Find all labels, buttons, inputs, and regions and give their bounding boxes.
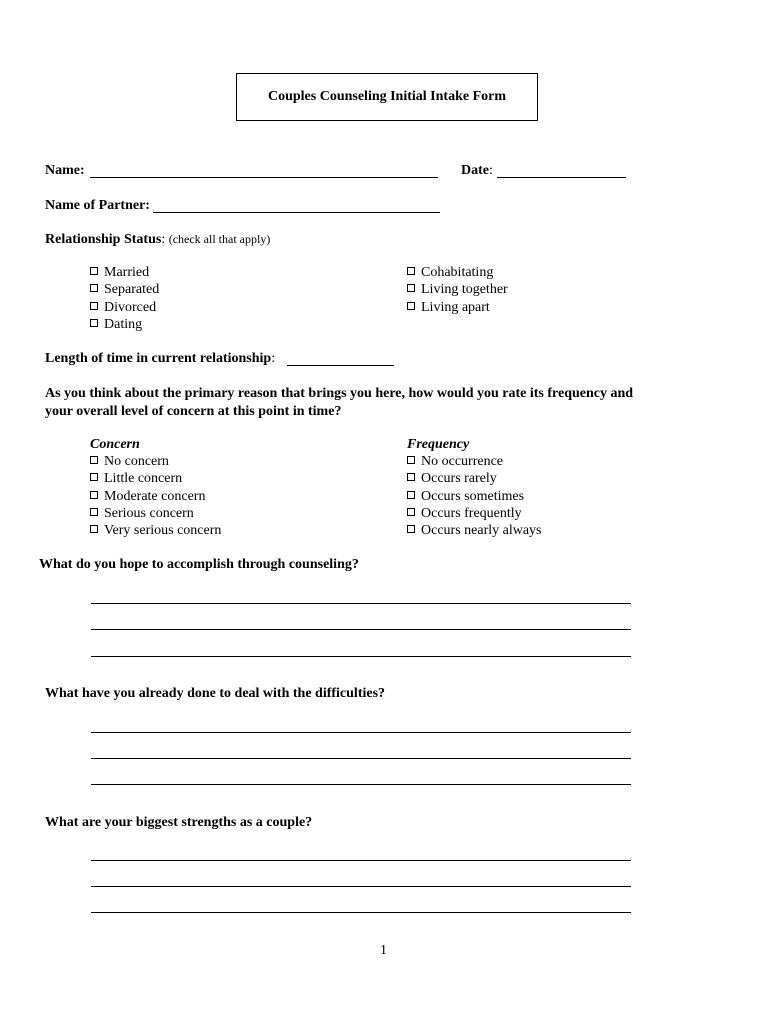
name-label: Name: [45,163,85,178]
checkbox-icon[interactable] [407,267,415,275]
answer-line[interactable] [91,758,631,759]
frequency-option[interactable]: Occurs sometimes [407,489,542,506]
status-option[interactable]: Divorced [90,300,159,317]
concern-heading: Concern [90,437,140,452]
question-prior-efforts: What have you already done to deal with the difficulties? [45,686,386,701]
frequency-option[interactable]: Occurs rarely [407,471,542,488]
frequency-option[interactable]: Occurs nearly always [407,523,542,540]
question-goals: What do you hope to accomplish through counseling? [39,557,359,572]
status-options-right [407,265,508,317]
concern-option[interactable]: Very serious concern [90,523,221,540]
answer-line[interactable] [91,784,631,785]
page-number: 1 [380,943,387,958]
rating-question: As you think about the primary reason that brings you here, how would you rate its frequency and your overall level of concern at this point in time? [45,386,634,419]
frequency-group [407,437,542,540]
checkbox-icon[interactable] [90,491,98,499]
status-note: (check all that apply) [168,232,271,246]
checkbox-icon[interactable] [90,319,98,327]
form-title: Couples Counseling Initial Intake Form [236,73,538,121]
answer-line[interactable] [91,656,631,657]
checkbox-icon[interactable] [90,302,98,310]
date-label: Date: [461,163,493,178]
answer-line[interactable] [91,629,631,630]
checkbox-icon[interactable] [407,284,415,292]
checkbox-icon[interactable] [90,267,98,275]
concern-option[interactable]: No concern [90,454,221,471]
frequency-heading: Frequency [407,437,470,452]
partner-field[interactable] [153,200,440,213]
checkbox-icon[interactable] [407,508,415,516]
answer-line[interactable] [91,886,631,887]
concern-option[interactable]: Little concern [90,471,221,488]
answer-line[interactable] [91,732,631,733]
concern-option[interactable]: Serious concern [90,506,221,523]
frequency-option[interactable]: Occurs frequently [407,506,542,523]
relationship-length-field[interactable] [287,353,394,366]
checkbox-icon[interactable] [407,473,415,481]
answer-line[interactable] [91,860,631,861]
partner-label: Name of Partner: [45,198,150,213]
status-option[interactable]: Living apart [407,300,508,317]
question-strengths: What are your biggest strengths as a couple? [45,815,313,830]
checkbox-icon[interactable] [407,302,415,310]
checkbox-icon[interactable] [90,525,98,533]
answer-line[interactable] [91,603,631,604]
relationship-status-label: Relationship Status: (check all that apply) [45,232,271,247]
status-option[interactable]: Separated [90,282,159,299]
status-option[interactable]: Dating [90,317,159,334]
checkbox-icon[interactable] [90,508,98,516]
status-option[interactable]: Living together [407,282,508,299]
name-field[interactable] [90,165,438,178]
status-option[interactable]: Cohabitating [407,265,508,282]
checkbox-icon[interactable] [407,456,415,464]
checkbox-icon[interactable] [90,284,98,292]
frequency-option[interactable]: No occurrence [407,454,542,471]
status-options-left [90,265,159,334]
status-option[interactable]: Married [90,265,159,282]
date-field[interactable] [497,165,626,178]
concern-group [90,437,221,540]
checkbox-icon[interactable] [407,525,415,533]
answer-line[interactable] [91,912,631,913]
checkbox-icon[interactable] [90,456,98,464]
relationship-length-label: Length of time in current relationship: [45,351,276,366]
concern-option[interactable]: Moderate concern [90,489,221,506]
checkbox-icon[interactable] [90,473,98,481]
checkbox-icon[interactable] [407,491,415,499]
